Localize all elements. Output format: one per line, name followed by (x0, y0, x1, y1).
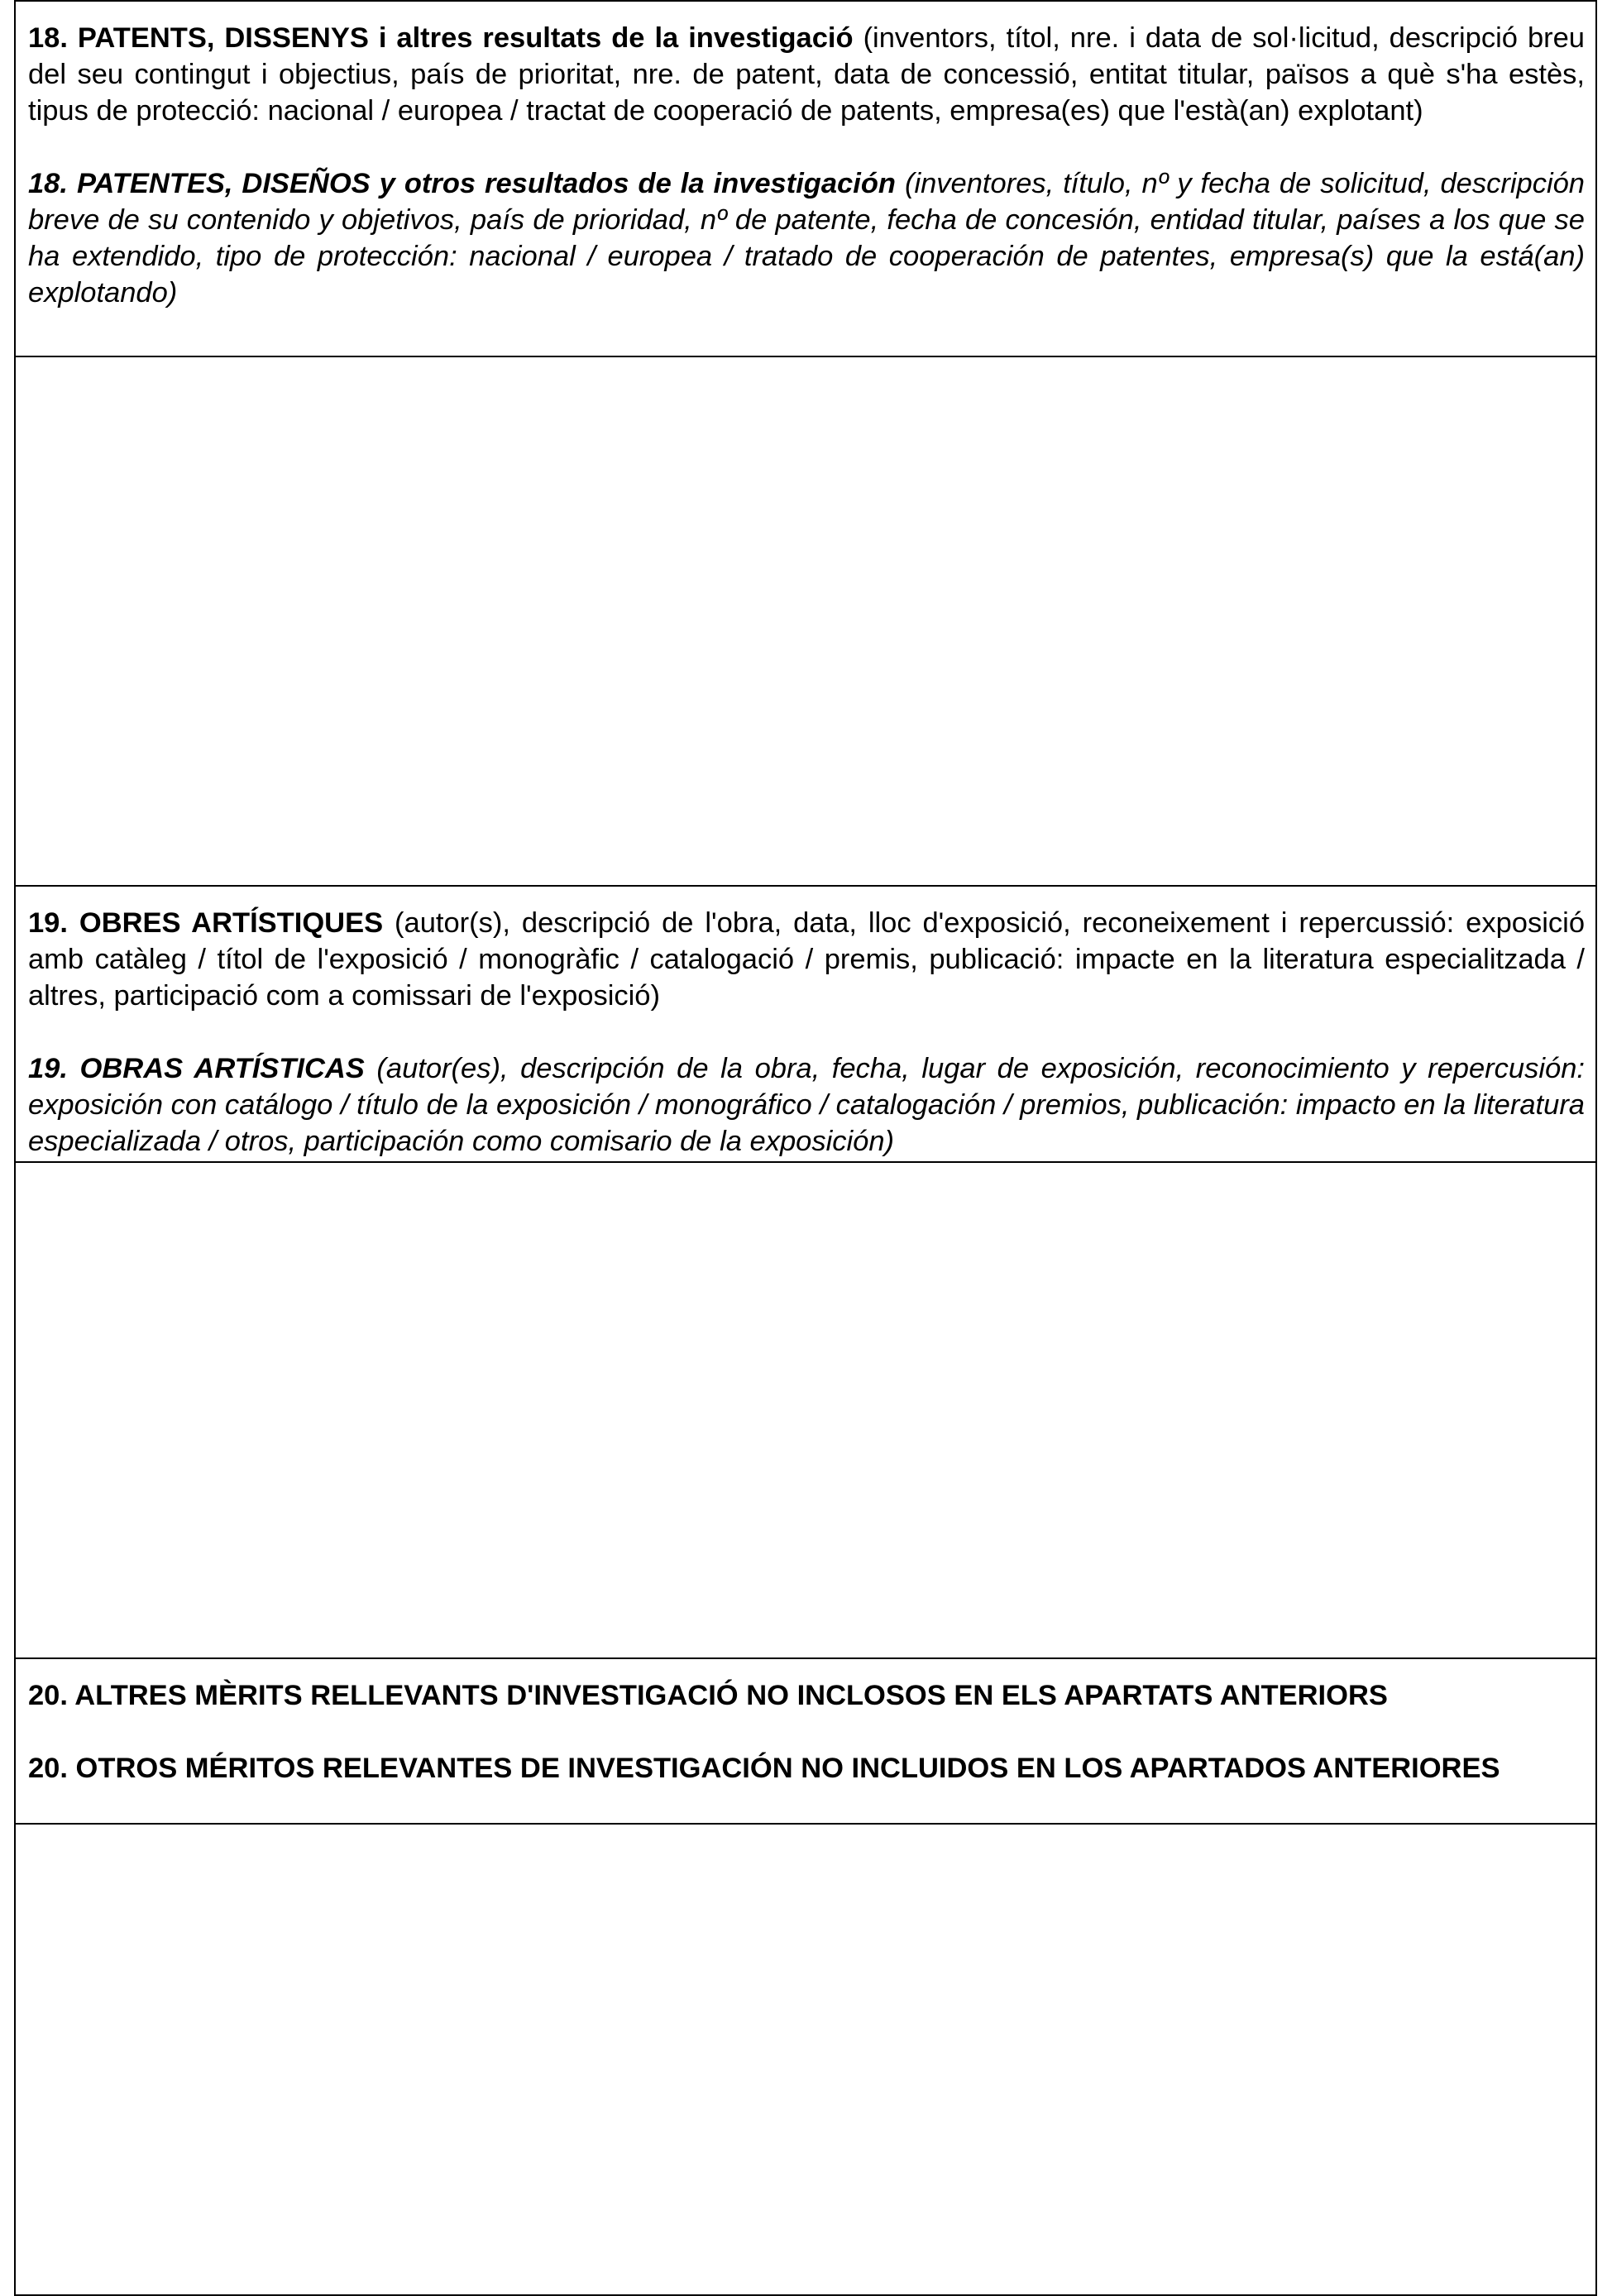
section-18-answer-input[interactable] (16, 357, 1595, 885)
section-20-header (14, 1659, 1597, 1825)
section-18-header (14, 0, 1597, 357)
section-19-catalan (28, 905, 1585, 1014)
section-19-answer-input[interactable] (16, 1163, 1595, 1657)
section-19-spanish-description: (autor(es), descripción de la obra, fecha, lugar de exposición, reconocimiento y repercusión: exposición con catálogo / título de la exposición / monográfico / catalogación / premios, publicación: impacto en la literatura especializada / otros, participación como comisario de la exposición) (28, 1053, 1585, 1157)
cv-form (14, 0, 1597, 2296)
section-19-spanish (28, 1050, 1585, 1160)
section-19-catalan-title: 19. OBRES ARTÍSTIQUES (28, 907, 384, 939)
section-18-catalan-description: (inventors, títol, nre. i data de sol·licitud, descripció breu del seu contingut i objectius, país de prioritat, nre. de patent, data de concessió, entitat titular, països a què s'ha estès, tipus de protecció: nacional / europea / tractat de cooperació de patents, empresa(es) que l'està(an) explotant) (28, 22, 1585, 127)
section-19-catalan-description: (autor(s), descripció de l'obra, data, lloc d'exposició, reconeixement i repercussió: exposició amb catàleg / títol de l'exposició / monogràfic / catalogació / premis, publicació: impacte en la literatura especialitzada / altres, participació com a comissari de l'exposició) (28, 907, 1586, 1012)
section-18-spanish-title: 18. PATENTES, DISEÑOS y otros resultados de la investigación (28, 168, 896, 199)
section-20-catalan-title: 20. ALTRES MÈRITS RELLEVANTS D'INVESTIGACIÓ NO INCLOSOS EN ELS APARTATS ANTERIORS (28, 1680, 1388, 1711)
section-19-spanish-title: 19. OBRAS ARTÍSTICAS (28, 1053, 365, 1084)
section-18-spanish (28, 165, 1585, 311)
section-18-spanish-description: (inventores, título, nº y fecha de solicitud, descripción breve de su contenido y objetivos, país de prioridad, nº de patente, fecha de concesión, entidad titular, países a los que se ha extendido, tipo de protección: nacional / europea / tratado de cooperación de patentes, empresa(s) que la está(an) explotando) (28, 168, 1585, 309)
section-19-answer-box (14, 1163, 1597, 1659)
section-20-catalan (28, 1677, 1585, 1714)
section-20-spanish (28, 1750, 1585, 1787)
section-18-catalan (28, 20, 1585, 129)
section-18-catalan-title: 18. PATENTS, DISSENYS i altres resultats de la investigació (28, 22, 854, 54)
section-20-answer-input[interactable] (16, 1825, 1595, 2294)
section-19-header (14, 887, 1597, 1163)
section-20-answer-box (14, 1825, 1597, 2296)
section-20-spanish-title: 20. OTROS MÉRITOS RELEVANTES DE INVESTIGACIÓN NO INCLUIDOS EN LOS APARTADOS ANTERIORES (28, 1753, 1500, 1784)
section-18-answer-box (14, 357, 1597, 887)
